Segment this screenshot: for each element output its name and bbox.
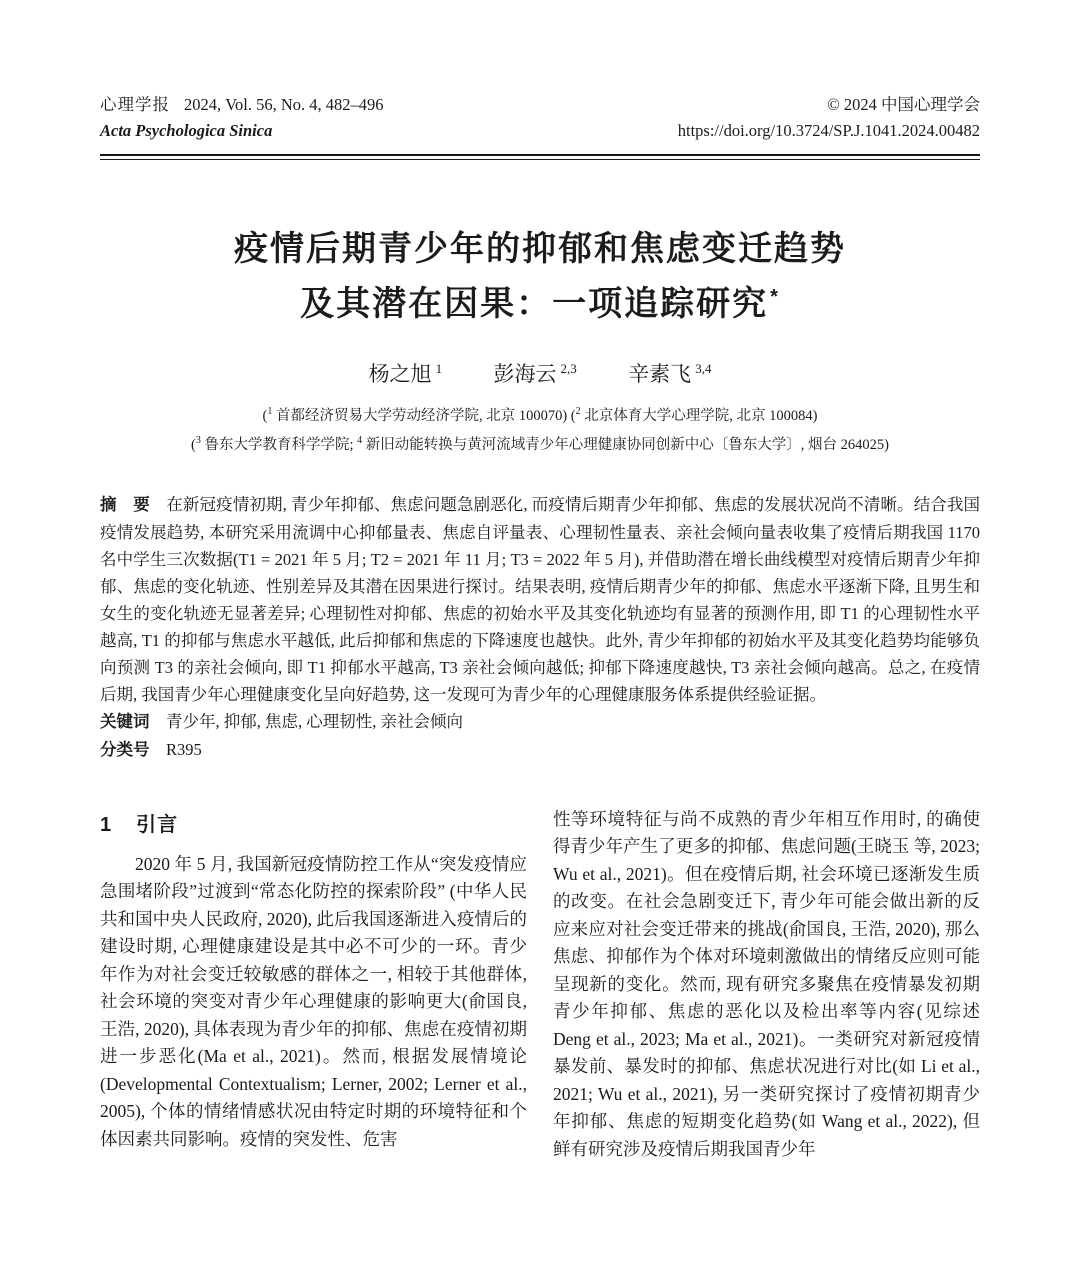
journal-name-cn: 心理学报 xyxy=(100,95,170,114)
journal-header-right xyxy=(678,92,980,144)
section-number: 1 xyxy=(100,813,113,836)
classification-line xyxy=(100,736,980,764)
author-list xyxy=(100,358,980,388)
header-divider-rule xyxy=(100,154,980,160)
section-title: 引言 xyxy=(136,813,179,836)
journal-info-line xyxy=(100,92,384,118)
classification-text: R395 xyxy=(166,739,202,759)
journal-name-en: Acta Psychologica Sinica xyxy=(100,121,273,140)
doi-text: https://doi.org/10.3724/SP.J.1041.2024.00482 xyxy=(677,121,980,140)
author-2-affil-sup: 2,3 xyxy=(560,361,577,377)
author-3 xyxy=(628,362,711,386)
title-footnote-asterisk: * xyxy=(770,285,780,308)
intro-paragraph-right: 性等环境特征与尚不成熟的青少年相互作用时, 的确使得青少年产生了更多的抑郁、焦虑问题(王晓玉 等, 2023; Wu et al., 2021)。但在疫情后期, 社会环境已逐渐发生质的改变。在社会急剧变迁下, 青少年可能会做出新的反应来应对社会变迁带来的挑战(俞国良, 王浩, 2020), 那么焦虑、抑郁作为个体对环境刺激做出的情绪反应则可能呈现新的变化。然而, 现有研究多聚焦在疫情暴发初期青少年抑郁、焦虑的恶化以及检出率等内容(见综述 Deng et al., 2023; Ma et al., 2021)。一类研究对新冠疫情暴发前、暴发时的抑郁、焦虑状况进行对比(如 Li et al., 2021; Wu et al., 2021), 另一类研究探讨了疫情初期青少年抑郁、焦虑的短期变化趋势(如 Wang et al., 2022), 但鲜有研究涉及疫情后期我国青少年 xyxy=(553,808,980,1159)
author-1 xyxy=(369,362,443,386)
intro-paragraph-left: 2020 年 5 月, 我国新冠疫情防控工作从“突发疫情应急围堵阶段”过渡到“常态化防控的探索阶段” (中华人民共和国中央人民政府, 2020), 此后我国逐渐进入疫情后的建设时期, 心理健康建设是其中必不可少的一环。青少年作为对社会变迁较敏感的群体之一, 相较于其他群体, 社会环境的突变对青少年心理健康的影响更大(俞国良, 王浩, 2020), 具体表现为青少年的抑郁、焦虑在疫情初期进一步恶化(Ma et al., 2021)。然而, 根据发展情境论(Developmental Contextualism; Lerner, 2002; Lerner et al., 2005), 个体的情绪情感状况由特定时期的环境特征和个体因素共同影响。疫情的突发性、危害 xyxy=(100,853,527,1149)
affiliation-block xyxy=(100,402,980,459)
affil-2-marker: 2 xyxy=(575,406,581,418)
keywords-line xyxy=(100,708,980,736)
author-1-name: 杨之旭 xyxy=(368,362,432,387)
right-column xyxy=(553,806,980,1164)
affiliation-line-2: ($^3$ 鲁东大学教育科学学院; $^4$ 新旧动能转换与黄河流域青少年心理健康协同创新中心〔鲁东大学〕, 烟台 264025) xyxy=(191,434,889,453)
classification-label: 分类号 xyxy=(100,740,150,759)
author-1-affil-sup: 1 xyxy=(435,361,443,377)
paper-title-line-1: 疫情后期青少年的抑郁和焦虑变迁趋势 xyxy=(234,230,846,268)
keywords-label: 关键词 xyxy=(100,712,150,731)
left-column xyxy=(100,806,527,1164)
affil-3-marker: 3 xyxy=(195,434,201,446)
keywords-text: 青少年, 抑郁, 焦虑, 心理韧性, 亲社会倾向 xyxy=(166,711,463,731)
author-2 xyxy=(494,362,577,386)
author-2-name: 彭海云 xyxy=(493,362,557,387)
journal-header xyxy=(100,92,980,144)
affil-1-marker: 1 xyxy=(267,406,273,418)
affil-4-marker: 4 xyxy=(357,434,363,446)
affiliation-line-1: ($^1$ 首都经济贸易大学劳动经济学院, 北京 100070) ($^2$ 北京体育大学心理学院, 北京 100084) xyxy=(262,406,818,424)
paper-title xyxy=(100,222,980,332)
paper-title-line-2: 及其潜在因果：一项追踪研究 * xyxy=(300,285,780,324)
body-columns xyxy=(100,806,980,1164)
section-heading-introduction xyxy=(100,808,527,837)
abstract-paragraph xyxy=(100,491,980,708)
author-3-affil-sup: 3,4 xyxy=(695,361,712,377)
abstract-text: 在新冠疫情初期, 青少年抑郁、焦虑问题急剧恶化, 而疫情后期青少年抑郁、焦虑的发展状况尚不清晰。结合我国疫情发展趋势, 本研究采用流调中心抑郁量表、焦虑自评量表、心理韧性量表、亲社会倾向量表收集了疫情后期我国 1170 名中学生三次数据(T1 = 2021 年 5 月; T2 = 2021 年 11 月; T3 = 2022 年 5 月), 并借助潜在增长曲线模型对疫情后期青少年抑郁、焦虑的变化轨迹、性别差异及其潜在因果进行探讨。结果表明, 疫情后期青少年的抑郁、焦虑水平逐渐下降, 且男生和女生的变化轨迹无显著差异; 心理韧性对抑郁、焦虑的初始水平及其变化轨迹均有显著的预测作用, 即 T1 的心理韧性水平越高, T1 的抑郁与焦虑水平越低, 此后抑郁和焦虑的下降速度也越快。此外, 青少年抑郁的初始水平及其变化趋势均能够负向预测 T3 的亲社会倾向, 即 T1 抑郁水平越高, T3 亲社会倾向越低; 抑郁下降速度越快, T3 亲社会倾向越高。总之, 在疫情后期, 我国青少年心理健康变化呈向好趋势, 这一发现可为青少年的心理健康服务体系提供经验证据。 xyxy=(100,494,981,704)
author-3-name: 辛素飞 xyxy=(628,362,692,387)
journal-header-left xyxy=(100,92,384,144)
journal-issue-info: 2024, Vol. 56, No. 4, 482–496 xyxy=(184,95,384,114)
abstract-label: 摘 要 xyxy=(100,495,150,514)
copyright-notice: © 2024 中国心理学会 xyxy=(827,95,980,114)
